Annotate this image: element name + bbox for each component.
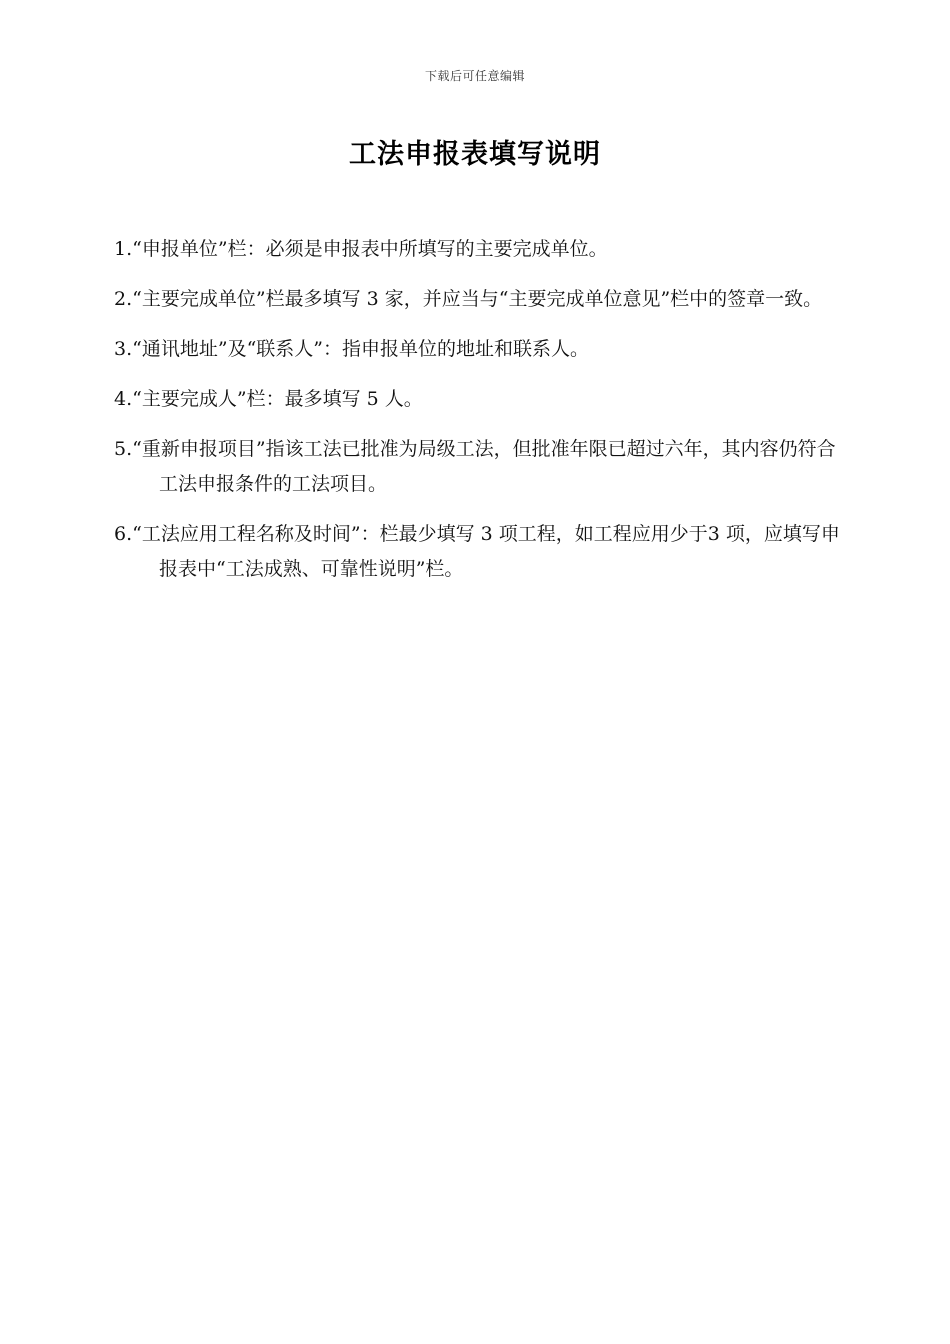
item-number: 1. [114,238,133,260]
item-text: “工法应用工程名称及时间”：栏最少填写 3 项工程，如工程应用少于3 项，应填写申报表中“工法成熟、可靠性说明”栏。 [132,523,840,580]
item-number: 3. [114,338,133,360]
item-number: 6. [114,523,133,545]
item-text: “重新申报项目”指该工法已批准为局级工法，但批准年限已超过六年，其内容仍符合工法申报条件的工法项目。 [132,438,836,495]
instruction-list [114,232,854,602]
list-item [114,232,854,267]
list-item [114,517,854,587]
item-number: 2. [114,288,133,310]
page-title: 工法申报表填写说明 [349,139,601,170]
list-item [114,382,854,417]
item-text: “主要完成人”栏：最多填写 5 人。 [132,388,423,410]
item-number: 4. [114,388,133,410]
item-text: “通讯地址”及“联系人”：指申报单位的地址和联系人。 [132,338,589,360]
header-note: 下载后可任意编辑 [424,69,525,83]
list-item [114,332,854,367]
item-number: 5. [114,438,133,460]
list-item [114,282,854,317]
item-text: “申报单位”栏：必须是申报表中所填写的主要完成单位。 [132,238,608,260]
list-item [114,432,854,502]
item-text: “主要完成单位”栏最多填写 3 家，并应当与“主要完成单位意见”栏中的签章一致。 [132,288,823,310]
